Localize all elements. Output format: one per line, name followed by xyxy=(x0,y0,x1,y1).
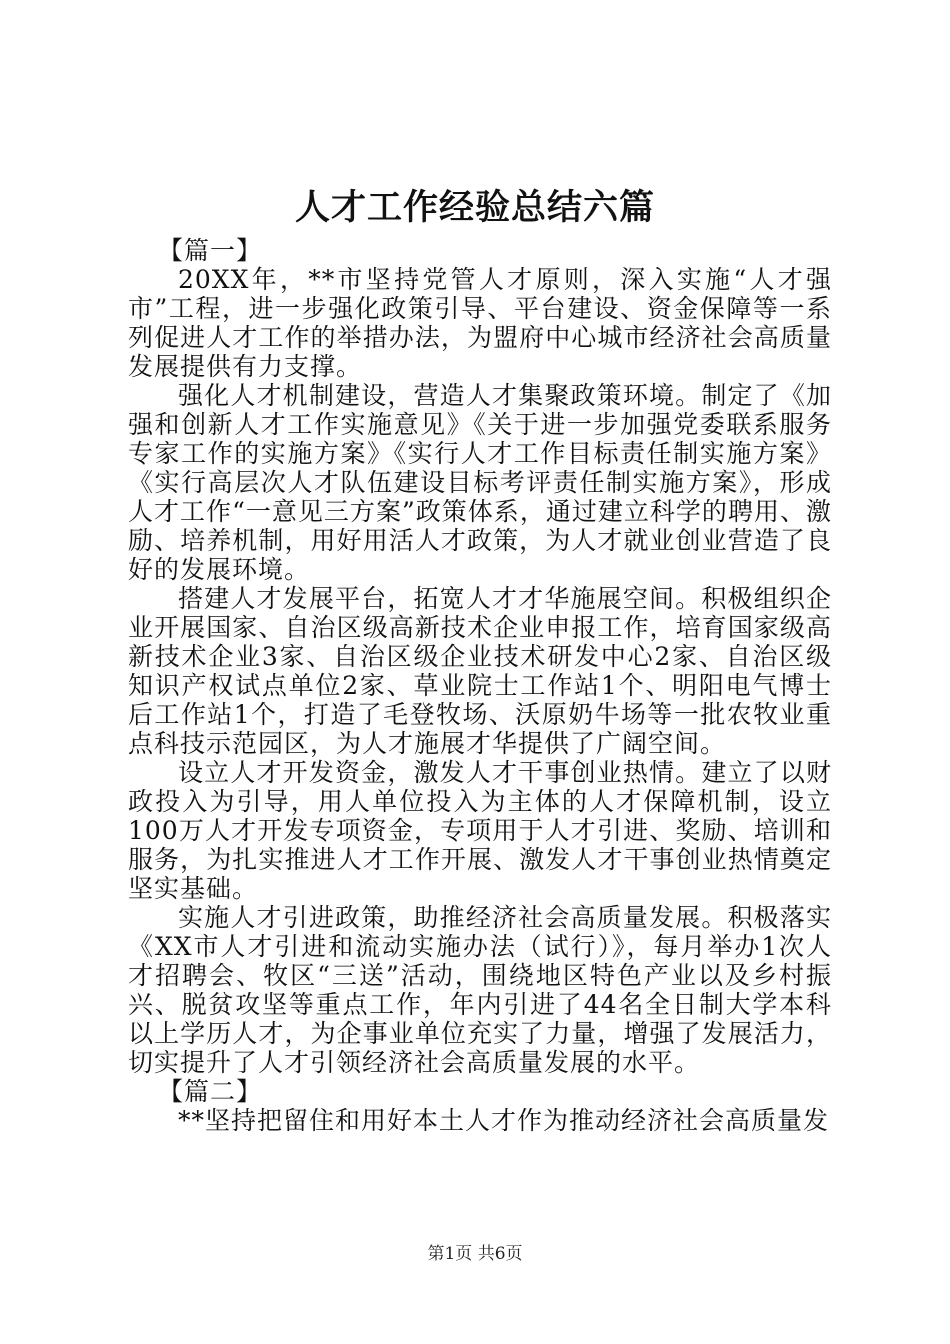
paragraph: **坚持把留住和用好本土人才作为推动经济社会高质量发 xyxy=(178,1106,830,1135)
paragraph: 20XX年，**市坚持党管人才原则，深入实施“人才强市”工程，进一步强化政策引导、平台建设、资金保障等一系列促进人才工作的举措办法，为盟府中心城市经济社会高质量发展提供有力支撑。 xyxy=(128,265,832,381)
paragraph: 搭建人才发展平台，拓宽人才才华施展空间。积极组织企业开展国家、自治区级高新技术企业申报工作，培育国家级高新技术企业3家、自治区级企业技术研发中心2家、自治区级知识产权试点单位2家、草业院士工作站1个、明阳电气博士后工作站1个，打造了毛登牧场、沃原奶牛场等一批农牧业重点科技示范园区，为人才施展才华提供了广阔空间。 xyxy=(128,584,832,758)
document-body xyxy=(128,236,832,1135)
section-heading: 【篇二】 xyxy=(158,1077,263,1106)
section-heading: 【篇一】 xyxy=(158,236,263,265)
paragraph: 强化人才机制建设，营造人才集聚政策环境。制定了《加强和创新人才工作实施意见》《关于进一步加强党委联系服务专家工作的实施方案》《实行人才工作目标责任制实施方案》《实行高层次人才队伍建设目标考评责任制实施方案》，形成人才工作“一意见三方案”政策体系，通过建立科学的聘用、激励、培养机制，用好用活人才政策，为人才就业创业营造了良好的发展环境。 xyxy=(128,381,832,584)
document-title: 人才工作经验总结六篇 xyxy=(294,187,655,228)
paragraph: 设立人才开发资金，激发人才干事创业热情。建立了以财政投入为引导，用人单位投入为主体的人才保障机制，设立100万人才开发专项资金，专项用于人才引进、奖励、培训和服务，为扎实推进人才工作开展、激发人才干事创业热情奠定坚实基础。 xyxy=(128,758,832,903)
paragraph: 实施人才引进政策，助推经济社会高质量发展。积极落实《XX市人才引进和流动实施办法（试行）》，每月举办1次人才招聘会、牧区“三送”活动，围绕地区特色产业以及乡村振兴、脱贫攻坚等重点工作，年内引进了44名全日制大学本科以上学历人才，为企事业单位充实了力量，增强了发展活力，切实提升了人才引领经济社会高质量发展的水平。 xyxy=(128,903,832,1077)
page-footer: 第1页 共6页 xyxy=(427,1244,523,1264)
